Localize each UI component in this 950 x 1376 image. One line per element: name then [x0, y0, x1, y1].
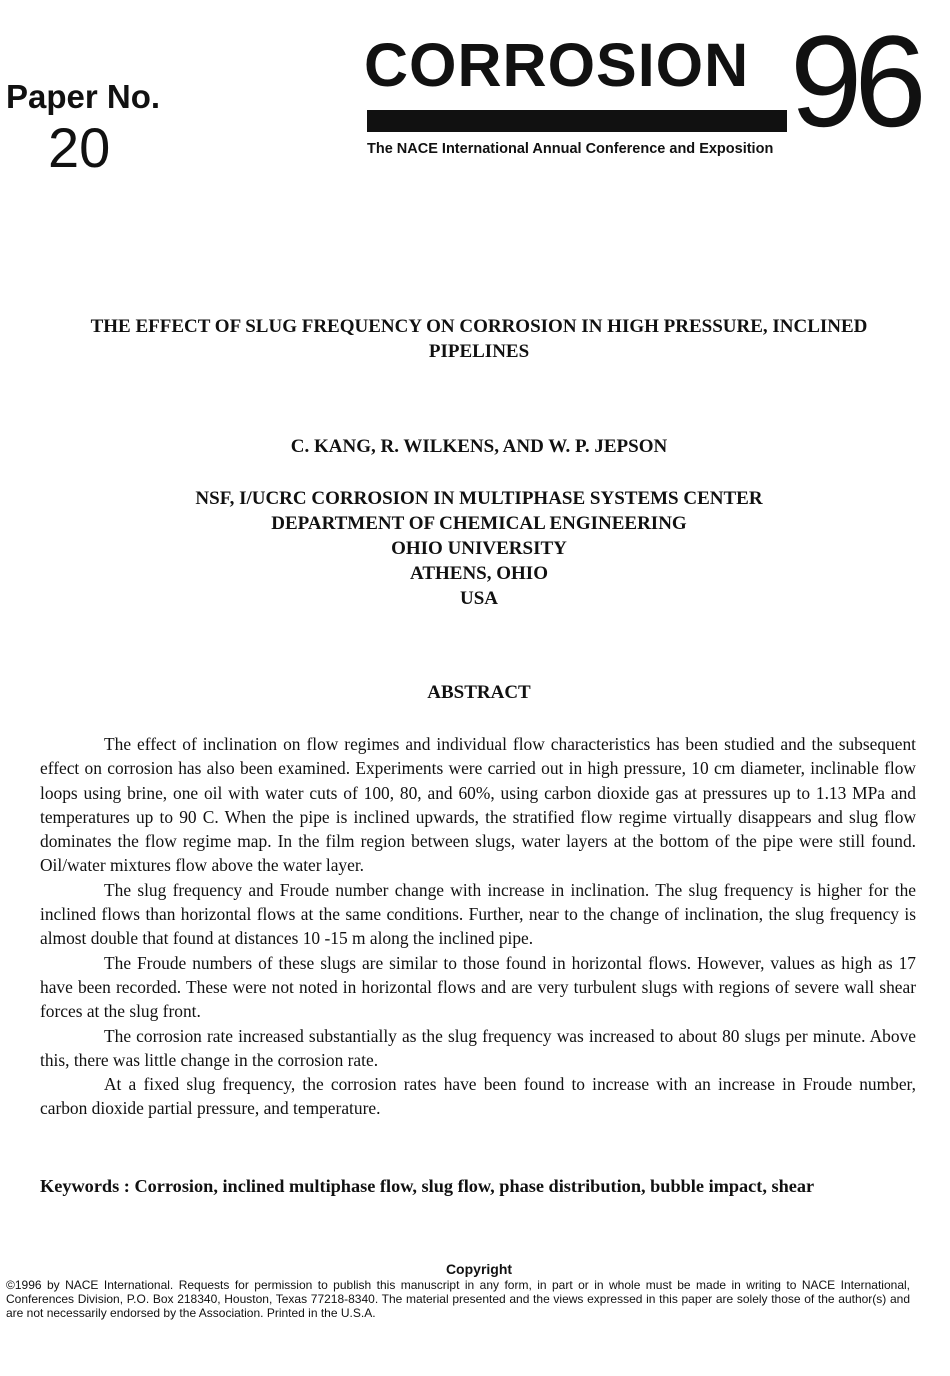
- conference-subtitle: The NACE International Annual Conference and Exposition: [367, 141, 774, 157]
- copyright-heading: Copyright: [445, 1261, 513, 1277]
- paper-number: 20: [48, 116, 111, 179]
- affiliation-line: ATHENS, OHIO: [410, 563, 548, 584]
- affiliation-line: USA: [459, 588, 498, 609]
- conference-logo-year: 96: [790, 8, 919, 154]
- affiliation-line: OHIO UNIVERSITY: [391, 538, 567, 559]
- keywords-line: Keywords : Corrosion, inclined multiphase flow, slug flow, phase distribution, bubble impact, shear: [40, 1176, 815, 1196]
- affiliation-line: NSF, I/UCRC CORROSION IN MULTIPHASE SYSTEMS CENTER: [195, 488, 763, 509]
- paper-number-label: Paper No.: [6, 78, 161, 115]
- author-list: C. KANG, R. WILKENS, AND W. P. JEPSON: [290, 436, 668, 457]
- copyright-notice: ©1996 by NACE International. Requests for permission to publish this manuscript in any form, in part or in whole must be made in writing to NACE International, Conferences Division, P.O. Box 218340, Houston, Texas 77218-8340. The material presented and the views expressed in this paper are solely those of the author(s) and are not necessarily endorsed by the Association. Printed in the U.S.A.: [6, 1278, 910, 1320]
- paper-title: THE EFFECT OF SLUG FREQUENCY ON CORROSION IN HIGH PRESSURE, INCLINED PIPELINES: [90, 316, 868, 362]
- logo-rule-bar: [367, 110, 787, 132]
- abstract-paragraph: The Froude numbers of these slugs are similar to those found in horizontal flows. However, values as high as 17 have been recorded. These were not noted in horizontal flows and are very turbulent slugs with regions of severe wall shear forces at the slug front.: [40, 952, 916, 1022]
- abstract-paragraph: At a fixed slug frequency, the corrosion rates have been found to increase with an increase in Froude number, carbon dioxide partial pressure, and temperature.: [40, 1074, 916, 1119]
- abstract-heading: ABSTRACT: [427, 682, 531, 703]
- abstract-paragraph: The effect of inclination on flow regimes and individual flow characteristics has been studied and the subsequent effect on corrosion has also been examined. Experiments were carried out in high pressure, 10 cm diameter, inclinable flow loops using brine, one oil with water cuts of 100, 80, and 60%, using carbon dioxide gas at pressures up to 1.13 MPa and temperatures up to 90 C. When the pipe is inclined upwards, the stratified flow regime virtually disappears and slug flow dominates the flow regime map. In the film region between slugs, water layers at the bottom of the pipe were still found. Oil/water mixtures flow above the water layer.: [40, 734, 916, 876]
- abstract-paragraph: The corrosion rate increased substantially as the slug frequency was increased to about 80 slugs per minute. Above this, there was little change in the corrosion rate.: [40, 1025, 916, 1070]
- abstract-paragraph: The slug frequency and Froude number change with increase in inclination. The slug frequency is higher for the inclined flows than horizontal flows at the same conditions. Further, near to the change of inclination, the slug frequency is almost double that found at distances 10 -15 m along the inclined pipe.: [40, 879, 916, 949]
- affiliation-line: DEPARTMENT OF CHEMICAL ENGINEERING: [271, 513, 687, 534]
- affiliation-block: [40, 486, 918, 611]
- abstract-body: [40, 732, 916, 1121]
- conference-logo-wordmark: CORROSION: [364, 31, 750, 99]
